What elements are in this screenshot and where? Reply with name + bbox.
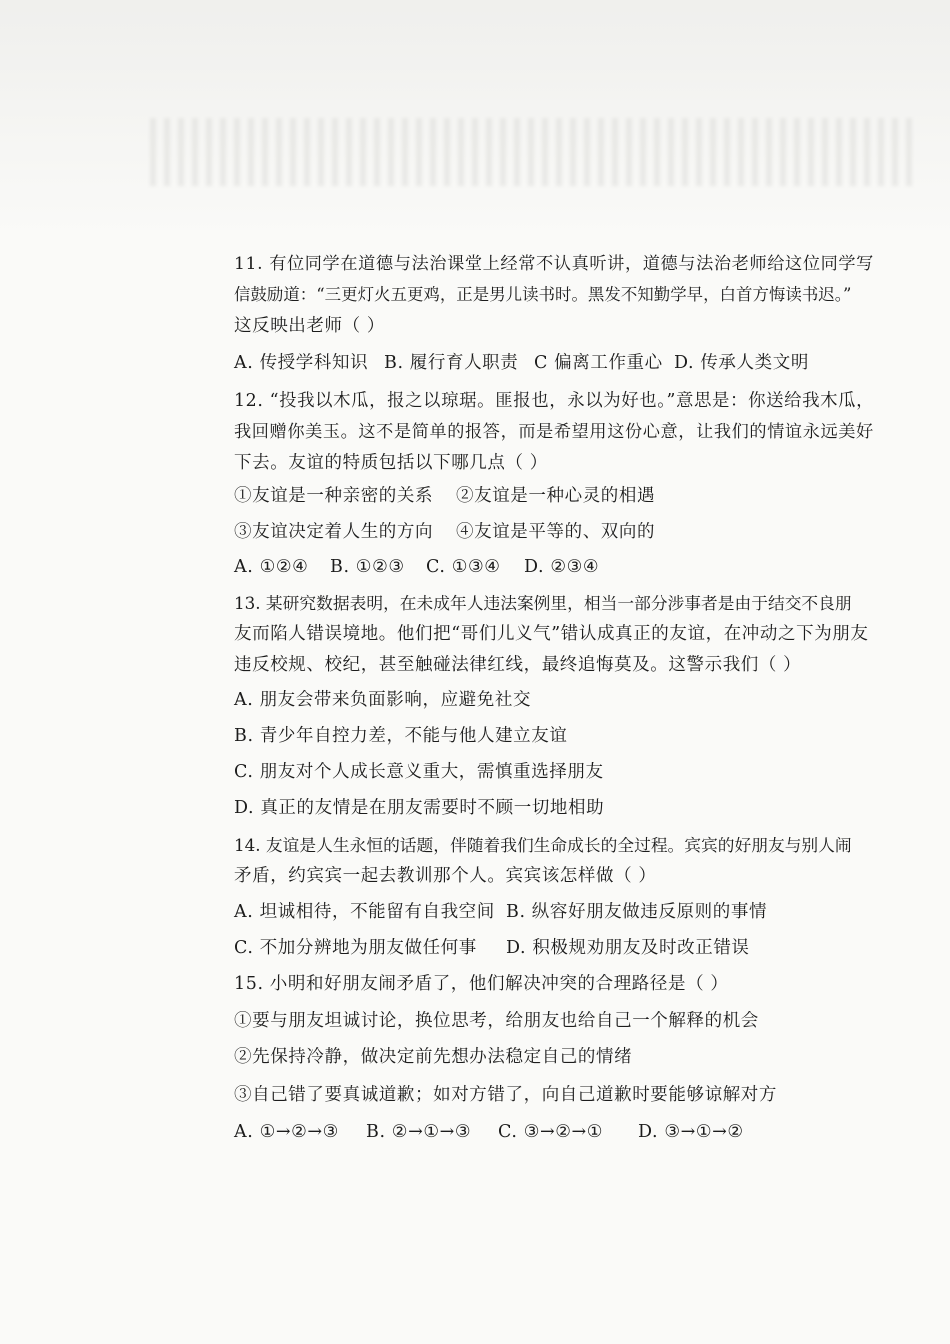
- q14-option-c: C. 不加分辨地为朋友做任何事: [234, 938, 477, 958]
- q14-option-d: D. 积极规劝朋友及时改正错误: [506, 938, 750, 958]
- q11-option-d: D. 传承人类文明: [674, 353, 809, 373]
- bleed-through-shadow: [150, 118, 920, 186]
- q11-option-a: A. 传授学科知识: [234, 353, 369, 373]
- q13-line-1: 13. 某研究数据表明，在未成年人违法案例里，相当一部分涉事者是由于结交不良朋: [234, 593, 852, 613]
- q11-line-1: 11. 有位同学在道德与法治课堂上经常不认真听讲，道德与法治老师给这位同学写: [234, 254, 874, 274]
- q15-statement-2: ②先保持冷静，做决定前先想办法稳定自己的情绪: [234, 1047, 633, 1067]
- q14-option-a: A. 坦诚相待，不能留有自我空间: [234, 902, 495, 922]
- q13-option-a: A. 朋友会带来负面影响，应避免社交: [234, 690, 532, 710]
- q15-statement-3: ③自己错了要真诚道歉；如对方错了，向自己道歉时要能够谅解对方: [234, 1085, 777, 1105]
- q11-option-c: C 偏离工作重心: [534, 353, 663, 373]
- q13-line-3: 违反校规、校纪，甚至触碰法律红线，最终追悔莫及。这警示我们（ ）: [234, 655, 802, 675]
- q12-statement-1: ①友谊是一种亲密的关系: [234, 486, 434, 506]
- q12-line-2: 我回赠你美玉。这不是简单的报答，而是希望用这份心意，让我们的情谊永远美好: [234, 422, 874, 442]
- q13-option-c: C. 朋友对个人成长意义重大，需慎重选择朋友: [234, 762, 604, 782]
- q11-line-3: 这反映出老师（ ）: [234, 316, 385, 336]
- q12-option-d: D. ②③④: [524, 557, 600, 577]
- q13-option-d: D. 真正的友情是在朋友需要时不顾一切地相助: [234, 798, 605, 818]
- q11-line-2: 信鼓励道：“三更灯火五更鸡，正是男儿读书时。黑发不知勤学早，白首方悔读书迟。”: [234, 285, 852, 304]
- q14-option-b: B. 纵容好朋友做违反原则的事情: [506, 902, 768, 922]
- q12-statement-4: ④友谊是平等的、双向的: [456, 522, 656, 542]
- q12-line-3: 下去。友谊的特质包括以下哪几点（ ）: [234, 453, 548, 473]
- q14-line-2: 矛盾，约宾宾一起去教训那个人。宾宾该怎样做（ ）: [234, 866, 657, 886]
- q15-option-d: D. ③→①→②: [638, 1122, 744, 1142]
- q15-option-b: B. ②→①→③: [366, 1122, 472, 1142]
- q15-option-c: C. ③→②→①: [498, 1122, 604, 1142]
- q12-statement-3: ③友谊决定着人生的方向: [234, 522, 434, 542]
- q12-option-b: B. ①②③: [330, 557, 405, 577]
- q14-line-1: 14. 友谊是人生永恒的话题，伴随着我们生命成长的全过程。宾宾的好朋友与别人闹: [234, 835, 852, 855]
- q15-line-1: 15. 小明和好朋友闹矛盾了，他们解决冲突的合理路径是（ ）: [234, 974, 729, 994]
- q13-option-b: B. 青少年自控力差，不能与他人建立友谊: [234, 726, 568, 746]
- q15-option-a: A. ①→②→③: [234, 1122, 339, 1142]
- q13-line-2: 友而陷人错误境地。他们把“哥们儿义气”错认成真正的友谊，在冲动之下为朋友: [234, 624, 869, 644]
- q12-option-c: C. ①③④: [426, 557, 501, 577]
- q15-statement-1: ①要与朋友坦诚讨论，换位思考，给朋友也给自己一个解释的机会: [234, 1011, 759, 1031]
- q12-option-a: A. ①②④: [234, 557, 309, 577]
- q12-line-1: 12. “投我以木瓜，报之以琼琚。匪报也，永以为好也。”意思是：你送给我木瓜，: [234, 391, 875, 411]
- q12-statement-2: ②友谊是一种心灵的相遇: [456, 486, 656, 506]
- q11-option-b: B. 履行育人职责: [384, 353, 519, 373]
